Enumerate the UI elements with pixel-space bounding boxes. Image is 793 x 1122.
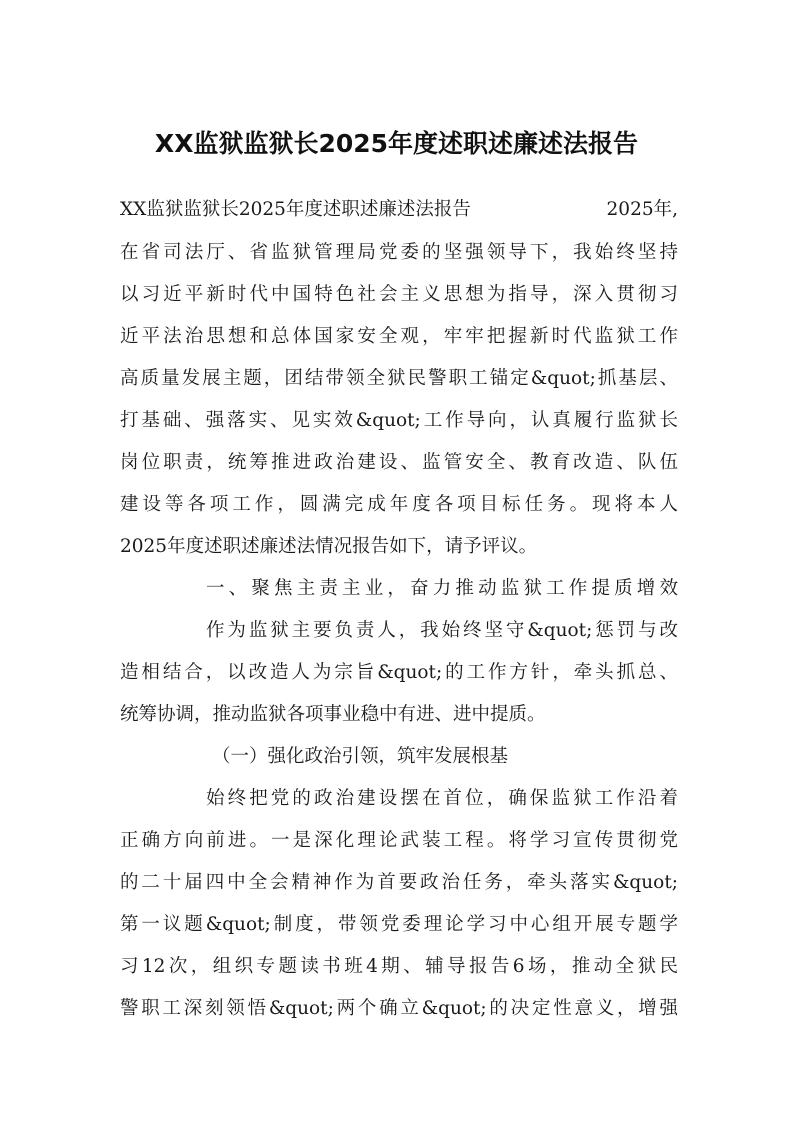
body-line: 岗位职责，统筹推进政治建设、监管安全、教育改造、队伍 (120, 452, 678, 473)
body-line: 打基础、强落实、见实效&quot;工作导向，认真履行监狱长 (120, 410, 678, 431)
body-line: 建设等各项工作，圆满完成年度各项目标任务。现将本人 (120, 494, 678, 515)
intro-lead: XX监狱监狱长2025年度述职述廉述法报告 (120, 199, 471, 220)
body-line: 2025年度述职述廉述法情况报告如下，请予评议。 (120, 536, 538, 557)
body-line: 习12次，组织专题读书班4期、辅导报告6场，推动全狱民 (120, 956, 678, 977)
body-line: 造相结合，以改造人为宗旨&quot;的工作方针，牵头抓总、 (120, 662, 678, 683)
body-line: 高质量发展主题，团结带领全狱民警职工锚定&quot;抓基层、 (120, 368, 678, 389)
intro-line (120, 190, 678, 230)
body-line: 的二十届四中全会精神作为首要政治任务，牵头落实&quot; (120, 872, 678, 893)
intro-year: 2025年, (606, 199, 678, 220)
body-line: 警职工深刻领悟&quot;两个确立&quot;的决定性意义，增强 (120, 998, 678, 1019)
body-line: 第一议题&quot;制度，带领党委理论学习中心组开展专题学 (120, 914, 678, 935)
body-line: 作为监狱主要负责人，我始终坚守&quot;惩罚与改 (206, 620, 678, 641)
body-line: 正确方向前进。一是深化理论武装工程。将学习宣传贯彻党 (120, 830, 678, 851)
body-line: 近平法治思想和总体国家安全观，牢牢把握新时代监狱工作 (120, 326, 678, 347)
body-line: 始终把党的政治建设摆在首位，确保监狱工作沿着 (206, 788, 678, 809)
section-heading-1: 一、聚焦主责主业，奋力推动监狱工作提质增效 (206, 578, 678, 599)
body-line: 以习近平新时代中国特色社会主义思想为指导，深入贯彻习 (120, 284, 678, 305)
subsection-heading-1: （一）强化政治引领，筑牢发展根基 (212, 746, 509, 767)
body-line: 统筹协调，推动监狱各项事业稳中有进、进中提质。 (120, 704, 546, 725)
document-title: XX监狱监狱长2025年度述职述廉述法报告 (154, 129, 639, 158)
body-line: 在省司法厅、省监狱管理局党委的坚强领导下，我始终坚持 (120, 242, 678, 263)
